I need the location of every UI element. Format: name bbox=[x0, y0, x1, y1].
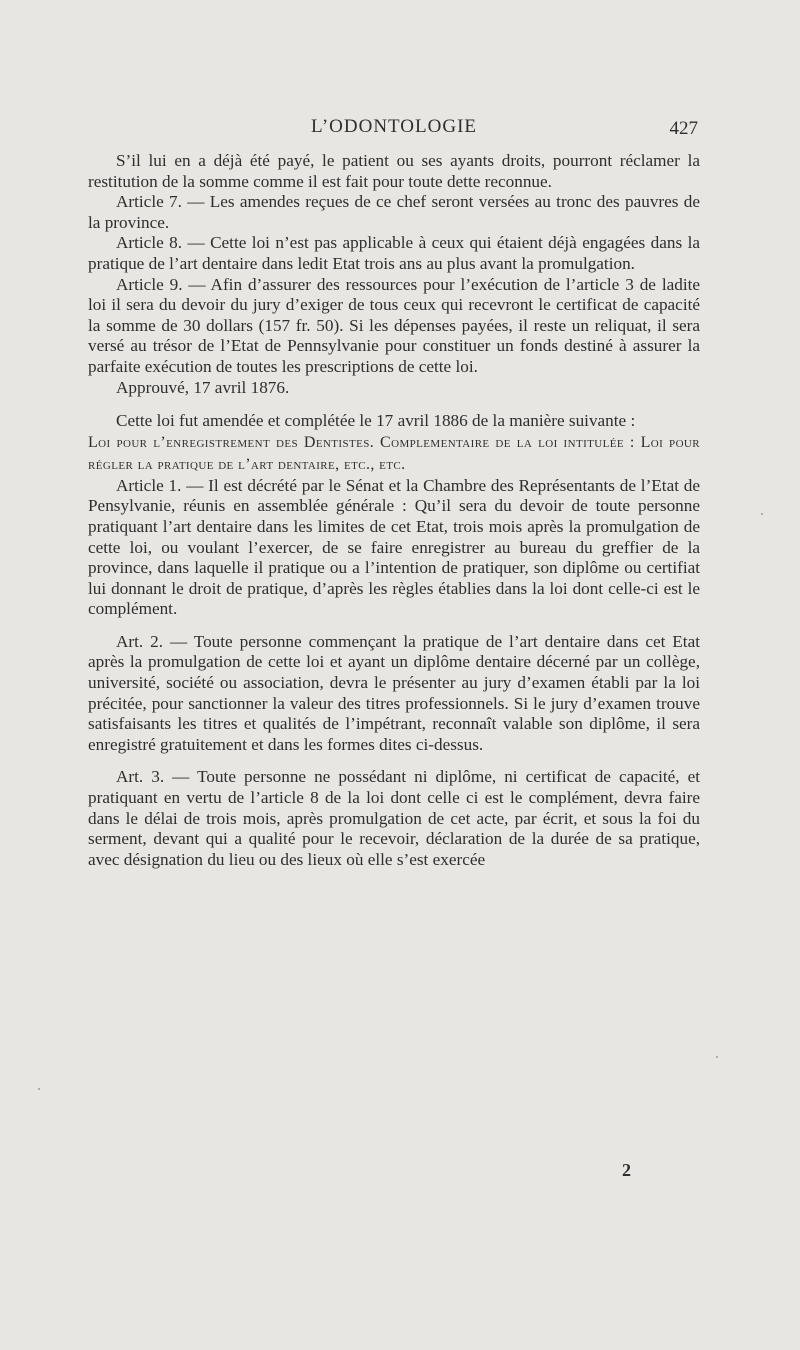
paragraph-article-7: Article 7. — Les amendes reçues de ce chef seront versées au tronc des pauvres de la province. bbox=[88, 192, 700, 232]
paragraph-approval-date: Approuvé, 17 avril 1876. bbox=[116, 377, 290, 397]
page-number: 427 bbox=[669, 118, 698, 139]
signature-mark: 2 bbox=[622, 1160, 631, 1180]
paragraph-restitution: S’il lui en a déjà été payé, le patient ou ses ayants droits, pourront réclamer la restitution de la somme comme il est fait pour toute dette reconnue. bbox=[88, 151, 700, 191]
paper-speck bbox=[38, 1088, 40, 1090]
paragraph-article-1: Article 1. — Il est décrété par le Sénat et la Chambre des Représentants de l’Etat de Pensylvanie, réunis en assemblée générale : Qu’il sera du devoir de toute personne pratiquant l’art dentaire dans les limites de cet Etat, trois mois après la promulgation de cette loi, ou voulant l’exercer, de se faire enregistrer au bureau du greffier de la province, dans laquelle il pratique ou a l’intention de pratiquer, son diplôme ou certifiat lui donnant le droit de pratique, d’après les règles établies dans la loi dont celle-ci est le complément. bbox=[88, 475, 700, 619]
paragraph-article-9: Article 9. — Afin d’assurer des ressources pour l’exécution de l’article 3 de ladite loi il sera du devoir du jury d’exiger de tous ceux qui recevront le certificat de capacité la somme de 30 dollars (157 fr. 50). Si les dépenses payées, il reste un reliquat, il sera versé au trésor de l’Etat de Pennsylvanie pour constituer un fonds destiné à assurer la parfaite exécution de toutes les prescriptions de cette loi. bbox=[88, 274, 700, 376]
paragraph-amendment-intro: Cette loi fut amendée et complétée le 17 avril 1886 de la manière suivante : bbox=[116, 411, 636, 431]
paragraph-article-8: Article 8. — Cette loi n’est pas applicable à ceux qui étaient déjà engagées dans la pratique de l’art dentaire dans ledit Etat trois ans au plus avant la promulgation. bbox=[88, 233, 700, 273]
law-heading: Loi pour l’enregistrement des Dentistes. Complementaire de la loi intitulée : Loi pour régler la pratique de l’art dentaire, etc., etc. bbox=[88, 433, 700, 473]
paragraph-article-2: Art. 2. — Toute personne commençant la pratique de l’art dentaire dans cet Etat après la promulgation de cette loi et ayant un diplôme dentaire décerné par un collège, université, société ou association, devra le présenter au jury d’examen établi par la loi précitée, pour sanctionner la valeur des titres professionnels. Si le jury d’examen trouve satisfaisants les titres et qualités de l’impétrant, reconnaît valable son diplôme, il sera enregistré gratuitement et dans les formes dites ci-dessus. bbox=[88, 631, 700, 754]
paragraph-article-3: Art. 3. — Toute personne ne possédant ni diplôme, ni certificat de capacité, et pratiquant en vertu de l’article 8 de la loi dont celle ci est le complément, devra faire dans le délai de trois mois, après promulgation de cet acte, par écrit, et sous la foi du serment, devant qui a qualité pour le recevoir, déclaration de la durée de sa pratique, avec désignation du lieu ou des lieux où elle s’est exercée bbox=[88, 767, 700, 869]
page-body bbox=[88, 151, 700, 870]
running-title: L’ODONTOLOGIE bbox=[310, 116, 478, 137]
paper-speck bbox=[761, 513, 763, 515]
paper-speck bbox=[716, 1056, 718, 1058]
page-header bbox=[88, 116, 700, 140]
